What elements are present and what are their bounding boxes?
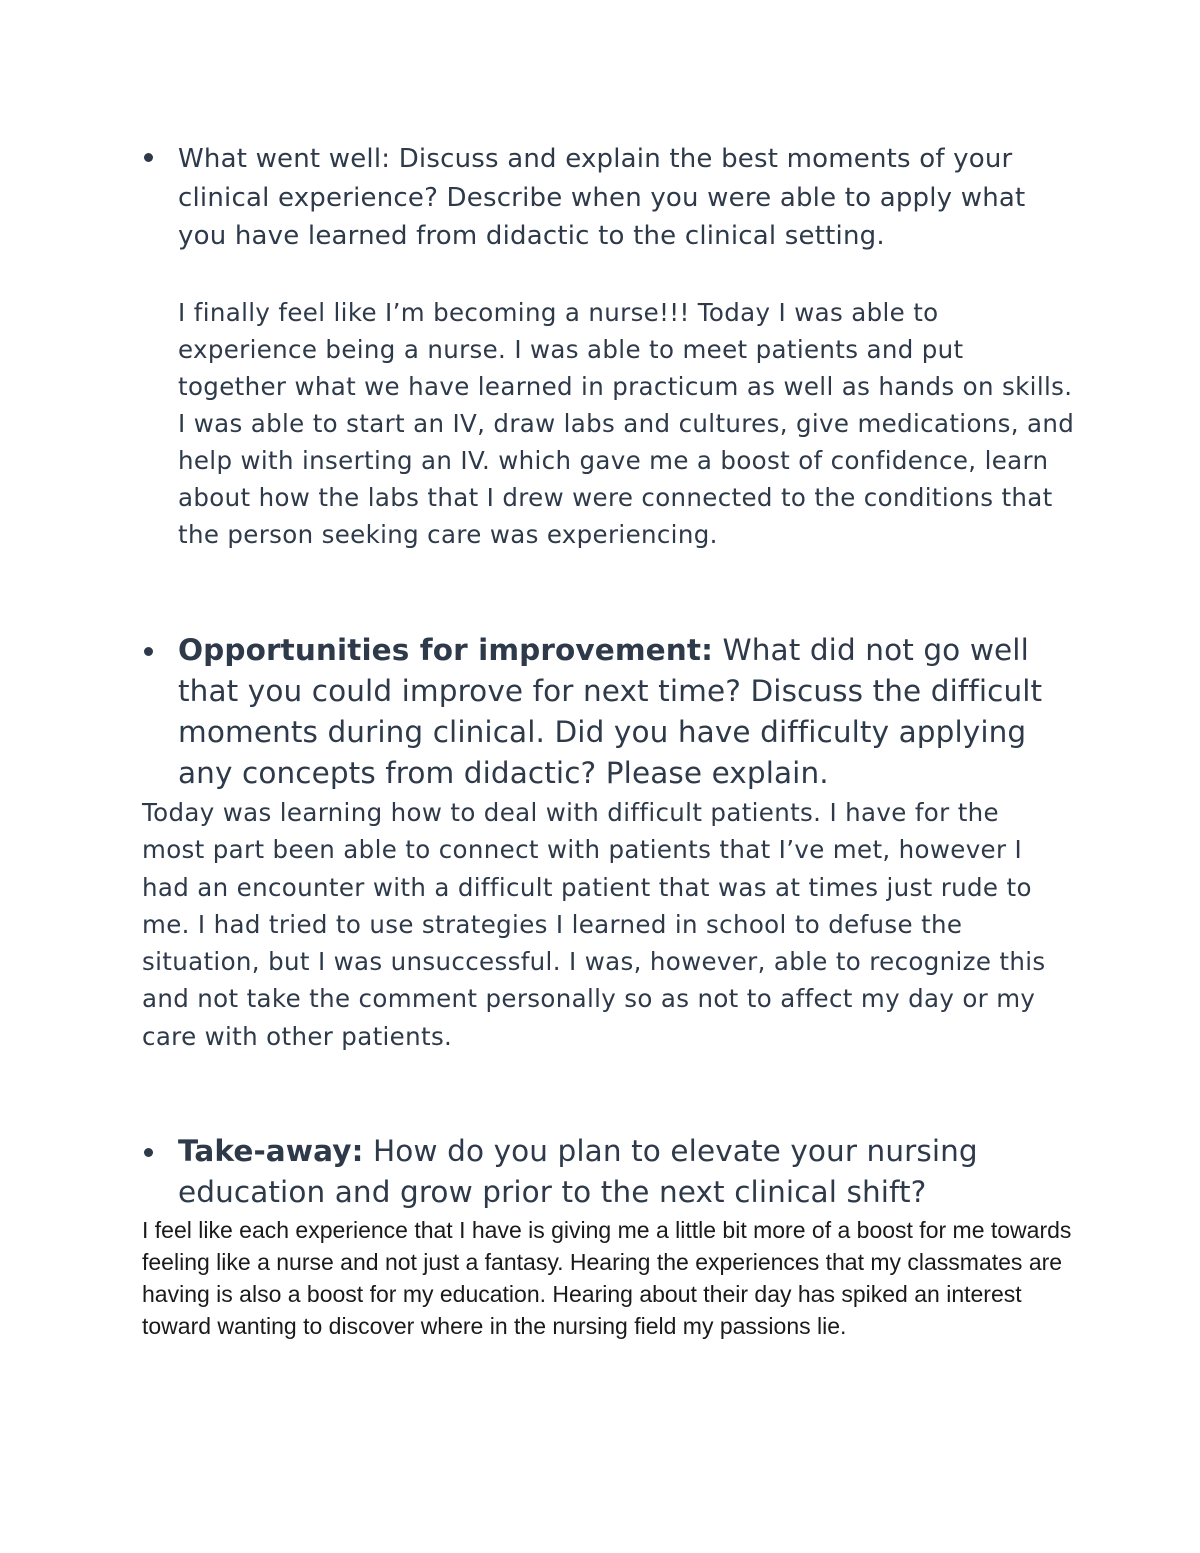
prompt-text: What went well: Discuss and explain the best moments of your clinical experience? Describe when you were able to apply what you have learned from didactic to the clinical setting. [178, 144, 1026, 251]
response-opportunities: Today was learning how to deal with difficult patients. I have for the most part been able to connect with patients that I’ve met, however I had an encounter with a difficult patient that was at times just rude to me. I had tried to use strategies I learned in school to defuse the situation, but I was unsuccessful. I was, however, able to recognize this and not take the comment personally so as not to affect my day or my care with other patients. [142, 798, 1046, 1051]
response-take-away: I feel like each experience that I have is giving me a little bit more of a boost for me towards feeling like a nurse and not just a fantasy. Hearing the experiences that my classmates are having is also a boost for my education. Hearing about their day has spiked an interest toward wanting to discover where in the nursing field my passions lie. [142, 1217, 1072, 1339]
prompt-text: What did not go well that you could improve for next time? Discuss the difficult moments during clinical. Did you have difficulty applying any concepts from didactic? Please explain. [178, 633, 1043, 790]
prompt-take-away [178, 1131, 1078, 1213]
prompt-label: Take-away: [178, 1134, 364, 1168]
prompt-label: Opportunities for improvement: [178, 633, 713, 667]
response-what-went-well: I finally feel like I’m becoming a nurse!!! Today I was able to experience being a nurse. I was able to meet patients and put together what we have learned in practicum as well as hands on skills. I was able to start an IV, draw labs and cultures, give medications, and help with inserting an IV. which gave me a boost of confidence, learn about how the labs that I drew were connected to the conditions that the person seeking care was experiencing. [178, 298, 1075, 549]
bullet-icon [144, 647, 153, 656]
prompt-text: How do you plan to elevate your nursing education and grow prior to the next clinical shift? [178, 1134, 978, 1209]
prompt-what-went-well [178, 140, 1058, 256]
bullet-icon [144, 1148, 153, 1157]
prompt-opportunities [178, 630, 1078, 794]
bullet-icon [144, 153, 153, 162]
